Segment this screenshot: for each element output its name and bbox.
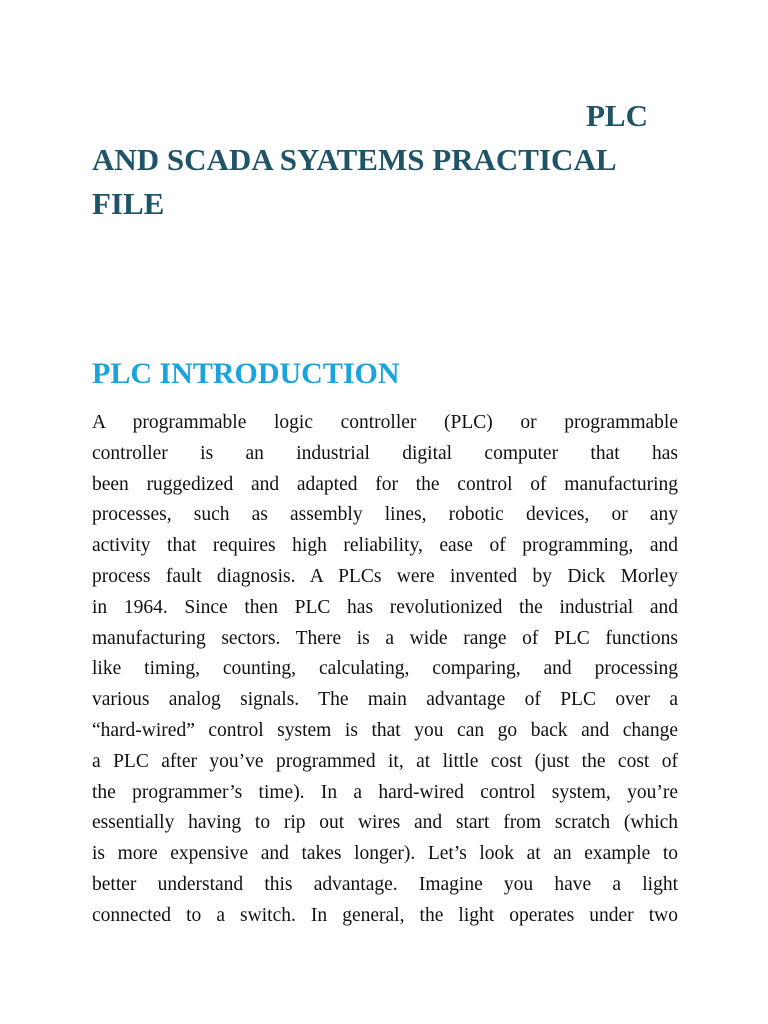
paragraph-line: process fault diagnosis. A PLCs were invented by Dick Morley	[92, 565, 678, 587]
paragraph-line: is more expensive and takes longer). Let’s look at an example to	[92, 843, 678, 865]
paragraph-line: manufacturing sectors. There is a wide range of PLC functions	[92, 627, 678, 649]
paragraph-line: various analog signals. The main advantage of PLC over a	[92, 689, 678, 711]
title-line-1: PLC	[586, 98, 648, 133]
paragraph-line: a PLC after you’ve programmed it, at little cost (just the cost of	[92, 750, 678, 772]
body-paragraph	[92, 408, 678, 932]
paragraph-line: like timing, counting, calculating, comparing, and processing	[92, 658, 678, 680]
paragraph-line: in 1964. Since then PLC has revolutionized the industrial and	[92, 596, 678, 618]
paragraph-line: better understand this advantage. Imagine you have a light	[92, 873, 678, 895]
document-title	[92, 94, 648, 226]
paragraph-line: been ruggedized and adapted for the control of manufacturing	[92, 473, 678, 495]
paragraph-line: the programmer’s time). In a hard-wired control system, you’re	[92, 781, 678, 803]
title-line-2: AND SCADA SYATEMS PRACTICAL	[92, 142, 617, 177]
paragraph-line: processes, such as assembly lines, robotic devices, or any	[92, 504, 678, 526]
paragraph-line: activity that requires high reliability, ease of programming, and	[92, 535, 678, 557]
section-heading: PLC INTRODUCTION	[92, 357, 400, 390]
paragraph-line: connected to a switch. In general, the light operates under two	[92, 904, 678, 926]
paragraph-line: A programmable logic controller (PLC) or programmable	[92, 412, 678, 433]
paragraph-line: “hard-wired” control system is that you can go back and change	[92, 719, 678, 741]
title-line-3: FILE	[92, 186, 165, 221]
paragraph-line: controller is an industrial digital computer that has	[92, 442, 678, 464]
paragraph-line: essentially having to rip out wires and start from scratch (which	[92, 812, 678, 834]
